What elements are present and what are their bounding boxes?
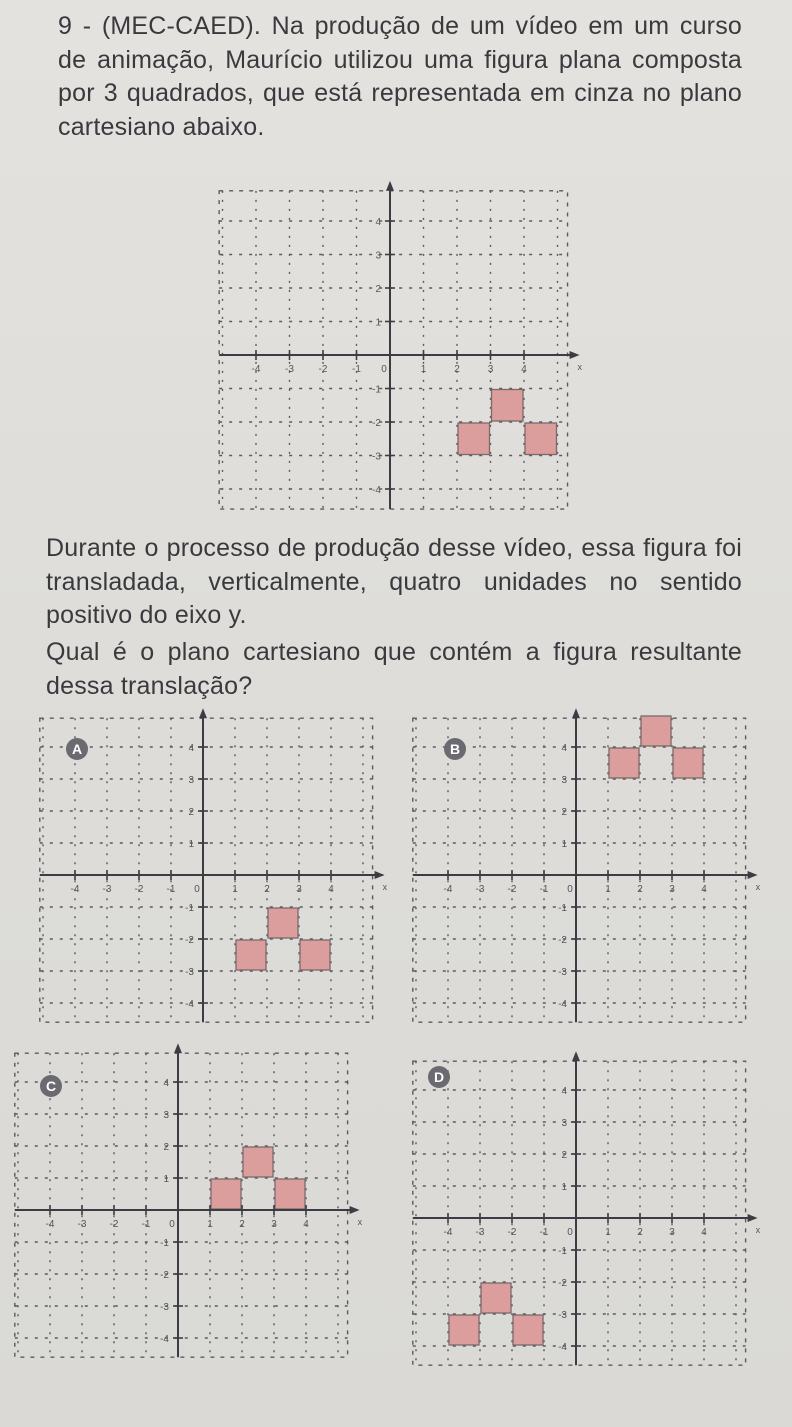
x-tick-label: 1 bbox=[232, 884, 238, 895]
x-tick-label: -1 bbox=[352, 364, 361, 375]
y-tick-label: 2 bbox=[163, 1142, 169, 1153]
x-tick-label: 2 bbox=[239, 1219, 245, 1230]
y-tick-label: 3 bbox=[188, 775, 194, 786]
x-tick-label: -2 bbox=[507, 1227, 517, 1238]
y-tick-label: 2 bbox=[188, 807, 194, 818]
y-tick-label: 4 bbox=[561, 743, 567, 754]
option-a-badge: A bbox=[66, 738, 88, 760]
x-tick-label: 1 bbox=[207, 1219, 213, 1230]
x-tick-label: 3 bbox=[296, 884, 302, 895]
y-tick-label: -2 bbox=[558, 1278, 567, 1289]
y-tick-label: -3 bbox=[160, 1302, 169, 1313]
x-tick-label: -3 bbox=[475, 884, 485, 895]
x-tick-label: -4 bbox=[443, 884, 453, 895]
x-tick-label: -4 bbox=[251, 364, 261, 375]
y-tick-label: -4 bbox=[558, 999, 567, 1010]
x-tick-label: 4 bbox=[701, 1227, 707, 1238]
y-tick-label: 3 bbox=[375, 250, 381, 262]
y-tick-label: 3 bbox=[561, 775, 567, 786]
x-tick-label: 2 bbox=[264, 884, 270, 895]
x-tick-label: -4 bbox=[45, 1219, 55, 1230]
x-tick-label: -2 bbox=[318, 364, 328, 375]
x-tick-label: 1 bbox=[605, 1227, 611, 1238]
x-tick-label: 2 bbox=[637, 884, 643, 895]
x-tick-label: -3 bbox=[102, 884, 112, 895]
y-tick-label: 2 bbox=[561, 1150, 567, 1161]
y-tick-label: 4 bbox=[561, 1086, 567, 1097]
x-tick-label: 0 bbox=[194, 884, 200, 895]
x-axis-label: x bbox=[382, 882, 388, 892]
y-tick-label: 3 bbox=[561, 1118, 567, 1129]
x-tick-label: 4 bbox=[328, 884, 334, 895]
x-tick-label: 0 bbox=[169, 1219, 175, 1230]
x-tick-label: -2 bbox=[109, 1219, 119, 1230]
y-tick-label: -2 bbox=[372, 418, 381, 429]
y-tick-label: 1 bbox=[163, 1174, 169, 1185]
y-tick-label: -1 bbox=[160, 1238, 169, 1249]
option-d-badge: D bbox=[428, 1066, 450, 1088]
y-tick-label: 1 bbox=[561, 839, 567, 850]
y-tick-label: -1 bbox=[372, 384, 381, 396]
question-translation: Durante o processo de produção desse vídeo, essa figura foi transladada, verticalmente, quatro unidades no sentido positivo do eixo y. bbox=[46, 534, 742, 630]
y-tick-label: -2 bbox=[558, 935, 567, 946]
x-tick-label: 3 bbox=[487, 364, 494, 375]
option-c-badge: C bbox=[40, 1075, 62, 1097]
y-tick-label: -4 bbox=[185, 999, 194, 1010]
y-tick-label: 2 bbox=[375, 284, 381, 295]
y-tick-label: 1 bbox=[561, 1182, 567, 1193]
x-tick-label: 2 bbox=[637, 1227, 643, 1238]
y-tick-label: -3 bbox=[558, 1310, 567, 1321]
x-tick-label: -4 bbox=[443, 1227, 453, 1238]
figure-square-2 bbox=[481, 1283, 511, 1313]
x-tick-label: -2 bbox=[507, 884, 517, 895]
figure-square-1 bbox=[449, 1315, 479, 1345]
x-tick-label: 0 bbox=[567, 884, 573, 895]
y-tick-label: -2 bbox=[185, 935, 194, 946]
x-tick-label: -1 bbox=[539, 884, 549, 895]
question-intro: 9 - (MEC-CAED). Na produção de um vídeo em um curso de animação, Maurício utilizou uma figura plana composta por 3 quadrados, que está representada em cinza no plano cartesiano abaixo. bbox=[58, 12, 742, 141]
y-tick-label: -1 bbox=[185, 903, 194, 914]
x-tick-label: -1 bbox=[539, 1227, 549, 1238]
y-tick-label: -1 bbox=[558, 903, 567, 914]
y-tick-label: -4 bbox=[558, 1342, 567, 1353]
x-tick-label: 1 bbox=[605, 884, 611, 895]
x-tick-label: -2 bbox=[134, 884, 144, 895]
y-tick-label: 3 bbox=[163, 1110, 169, 1121]
x-tick-label: -1 bbox=[141, 1219, 151, 1230]
x-axis-label: x bbox=[755, 882, 761, 892]
y-tick-label: 4 bbox=[163, 1078, 169, 1089]
x-tick-label: 3 bbox=[271, 1219, 277, 1230]
x-tick-label: -4 bbox=[70, 884, 80, 895]
y-tick-label: 1 bbox=[188, 839, 194, 850]
x-tick-label: 4 bbox=[701, 884, 707, 895]
y-tick-label: -4 bbox=[160, 1334, 169, 1345]
x-tick-label: 4 bbox=[521, 364, 527, 375]
x-tick-label: 3 bbox=[669, 884, 675, 895]
y-tick-label: 4 bbox=[188, 743, 194, 754]
x-tick-label: -1 bbox=[166, 884, 176, 895]
x-tick-label: 0 bbox=[381, 364, 387, 375]
y-tick-label: 2 bbox=[561, 807, 567, 818]
y-tick-label: -1 bbox=[558, 1246, 567, 1257]
y-tick-label: -2 bbox=[160, 1270, 169, 1281]
y-tick-label: -4 bbox=[372, 485, 381, 496]
y-tick-label: -3 bbox=[185, 967, 194, 978]
x-axis-arrow-icon bbox=[748, 1214, 758, 1222]
x-tick-label: -3 bbox=[285, 364, 294, 375]
x-tick-label: 3 bbox=[669, 1227, 675, 1238]
x-tick-label: 0 bbox=[567, 1227, 573, 1238]
figure-square-3 bbox=[513, 1315, 543, 1345]
question-prompt: Qual é o plano cartesiano que contém a figura resultante dessa translação? bbox=[46, 638, 742, 700]
x-tick-label: 4 bbox=[303, 1219, 309, 1230]
x-axis-label: x bbox=[357, 1217, 363, 1227]
y-tick-label: 4 bbox=[375, 217, 381, 228]
y-tick-label: -3 bbox=[372, 451, 381, 463]
x-tick-label: -3 bbox=[475, 1227, 485, 1238]
x-tick-label: 2 bbox=[454, 364, 460, 375]
option-b-badge: B bbox=[444, 738, 466, 760]
x-axis-label: x bbox=[577, 362, 583, 372]
y-axis-arrow-icon bbox=[572, 1051, 580, 1061]
x-axis-label: x bbox=[755, 1225, 761, 1235]
x-tick-label: -3 bbox=[77, 1219, 87, 1230]
x-tick-label: 1 bbox=[420, 364, 427, 375]
y-tick-label: -3 bbox=[558, 967, 567, 978]
y-tick-label: 1 bbox=[375, 317, 381, 329]
